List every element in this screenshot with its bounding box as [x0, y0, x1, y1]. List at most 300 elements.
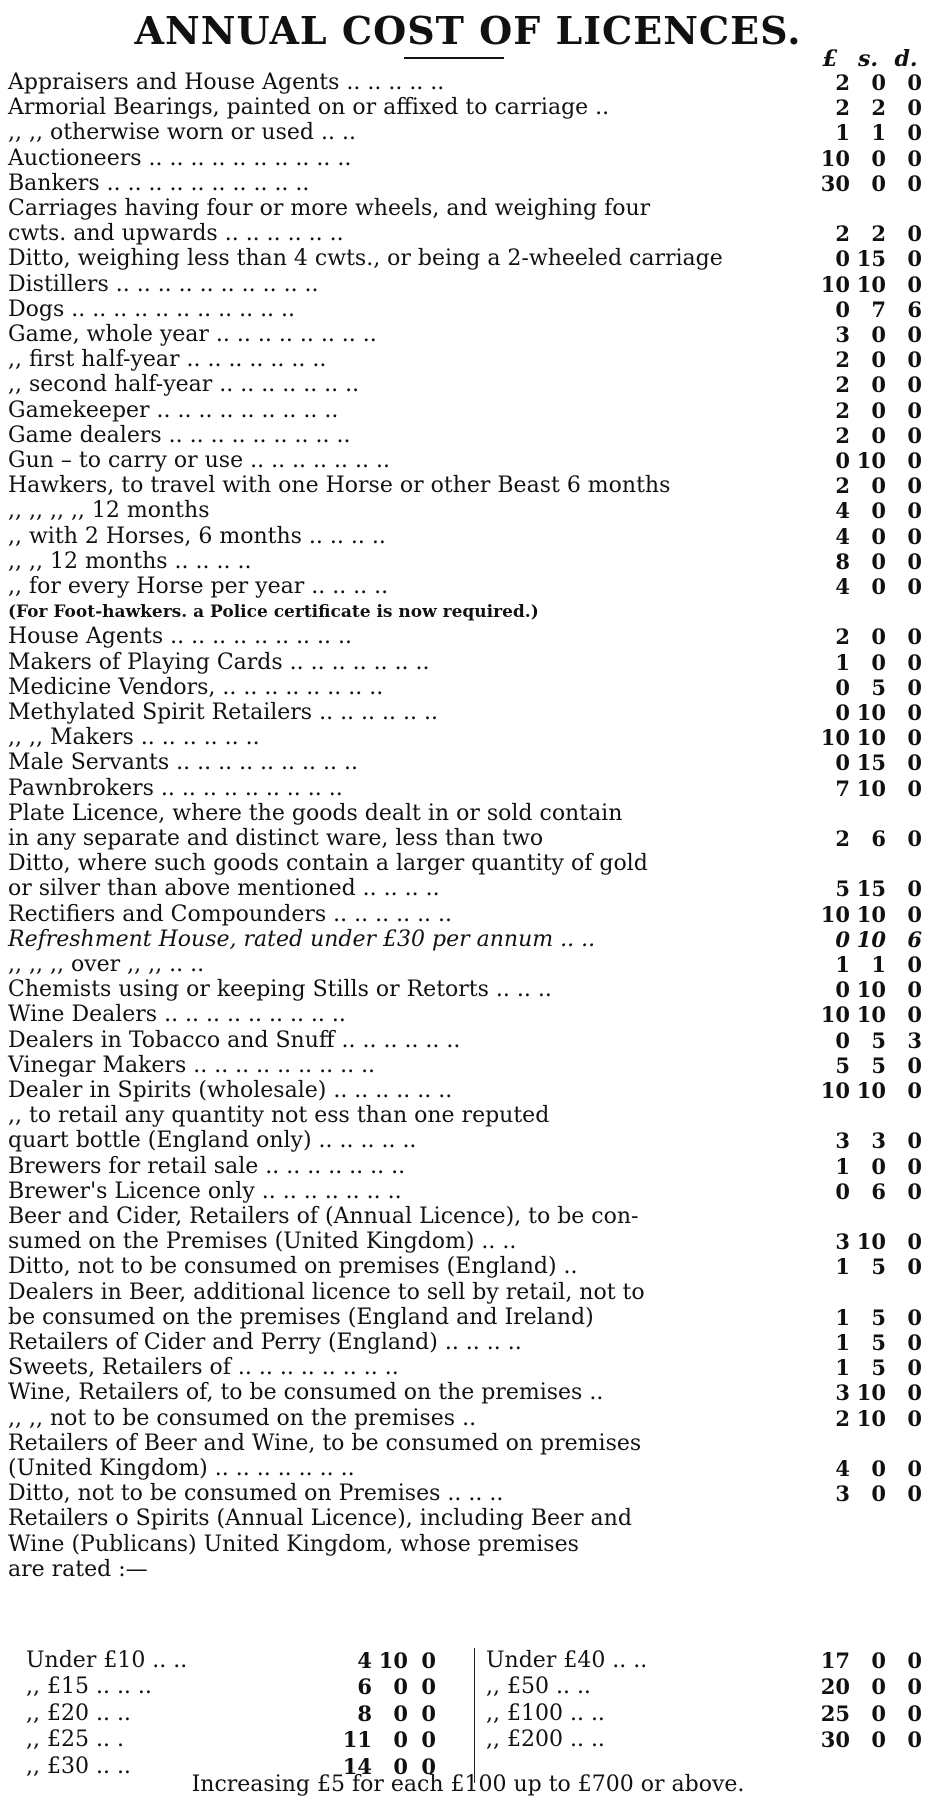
- table-row: [0, 1103, 936, 1129]
- licence-label: Game, whole year .. .. .. .. .. .. .. ..: [8, 322, 377, 347]
- publican-rate-label: Under £10 .. ..: [26, 1648, 188, 1673]
- table-row: [0, 372, 936, 398]
- pence-value: 0: [907, 1052, 922, 1078]
- pence-header: d.: [894, 46, 918, 72]
- table-row: [0, 1254, 936, 1280]
- pounds-value: 2: [835, 347, 850, 373]
- licence-label: are rated :—: [8, 1556, 148, 1582]
- licence-label: (For Foot-hawkers. a Police certificate is now required.): [8, 602, 539, 623]
- pounds-value: 2: [835, 397, 850, 423]
- shillings-value: 0: [871, 170, 886, 196]
- pounds-value: 4: [835, 574, 850, 599]
- table-row: [0, 927, 936, 953]
- licence-label: Ditto, where such goods contain a larger quantity of gold: [8, 851, 648, 877]
- licence-label: Beer and Cider, Retailers of (Annual Licence), to be con-: [8, 1204, 639, 1229]
- pence-value: 6: [907, 926, 922, 952]
- licence-label: ,, ,, 12 months .. .. .. ..: [8, 548, 252, 574]
- table-row: [0, 120, 936, 146]
- pounds-value: 3: [835, 1380, 850, 1406]
- pounds-value: 1: [835, 649, 850, 675]
- shillings-value: 5: [871, 1254, 886, 1280]
- pounds-value: 1: [835, 1330, 850, 1355]
- pence-value: 0: [907, 1648, 922, 1673]
- shillings-value: 10: [856, 448, 886, 473]
- table-row: [0, 725, 936, 751]
- licence-label: Male Servants .. .. .. .. .. .. .. .. ..: [8, 750, 358, 776]
- pence-value: 0: [907, 95, 922, 121]
- licence-label: ,, ,, ,, ,, 12 months: [8, 498, 210, 524]
- pounds-value: 1: [835, 1304, 850, 1330]
- publican-rate-label: ,, £15 .. .. ..: [26, 1674, 152, 1700]
- pounds-value: 0: [835, 674, 850, 700]
- shillings-value: 0: [871, 574, 886, 599]
- pence-value: 0: [907, 700, 922, 725]
- pence-value: 0: [907, 876, 922, 902]
- pence-value: 0: [907, 901, 922, 927]
- licence-label: Ditto, not to be consumed on Premises .. .. ..: [8, 1481, 504, 1507]
- pounds-value: 0: [835, 246, 850, 272]
- table-row: [0, 272, 936, 298]
- licence-label: quart bottle (England only) .. .. .. .. ..: [8, 1128, 417, 1154]
- table-row: [0, 1229, 936, 1255]
- shillings-value: 6: [871, 1178, 886, 1204]
- licence-label: Chemists using or keeping Stills or Retorts .. .. ..: [8, 977, 552, 1003]
- pounds-value: 3: [835, 1128, 850, 1154]
- shillings-value: 7: [871, 296, 886, 322]
- shillings-value: 2: [871, 95, 886, 121]
- pounds-value: 10: [820, 901, 850, 927]
- table-row: [0, 524, 936, 550]
- table-row: [0, 801, 936, 827]
- table-row: [0, 776, 936, 802]
- pounds-value: 20: [820, 1674, 850, 1700]
- shillings-value: 3: [871, 1128, 886, 1154]
- pence-value: 0: [907, 1330, 922, 1355]
- pence-value: 0: [907, 145, 922, 171]
- table-row: [0, 1506, 936, 1532]
- table-row: [0, 1002, 936, 1028]
- table-row: [0, 347, 936, 373]
- licence-label: Gun – to carry or use .. .. .. .. .. .. ..: [8, 448, 390, 473]
- table-row: [0, 498, 936, 524]
- table-row: [0, 549, 936, 575]
- licence-label: Rectifiers and Compounders .. .. .. .. .. ..: [8, 901, 453, 927]
- licence-label: ,, ,, Makers .. .. .. .. .. ..: [8, 725, 260, 751]
- licence-label: cwts. and upwards .. .. .. .. .. ..: [8, 221, 344, 247]
- pounds-value: 10: [820, 1078, 850, 1103]
- pence-value: 0: [907, 1727, 922, 1753]
- table-row: [0, 297, 936, 323]
- licence-label: ,, ,, not to be consumed on the premises ..: [8, 1405, 477, 1431]
- table-row: [0, 398, 936, 424]
- pence-value: 0: [907, 649, 922, 675]
- pounds-value: 17: [820, 1648, 850, 1673]
- licence-label: Hawkers, to travel with one Horse or other Beast 6 months: [8, 473, 671, 499]
- licence-label: Dealers in Tobacco and Snuff .. .. .. .. .. ..: [8, 1027, 461, 1053]
- shillings-value: 15: [856, 876, 886, 902]
- shillings-value: 0: [871, 1674, 886, 1700]
- pence-value: 0: [907, 1078, 922, 1103]
- table-row: [0, 1481, 936, 1507]
- licence-label: Appraisers and House Agents .. .. .. .. ..: [8, 70, 445, 95]
- pounds-value: 4: [357, 1648, 372, 1673]
- publican-rate-label: ,, £200 .. ..: [486, 1727, 605, 1753]
- licence-label: Dogs .. .. .. .. .. .. .. .. .. .. ..: [8, 296, 296, 322]
- pence-value: 0: [907, 725, 922, 751]
- licence-label: Retailers of Beer and Wine, to be consumed on premises: [8, 1430, 642, 1456]
- pence-value: 0: [907, 498, 922, 524]
- table-row: [0, 1128, 936, 1154]
- licence-label: or silver than above mentioned .. .. .. ..: [8, 876, 440, 902]
- pounds-value: 2: [835, 473, 850, 499]
- pounds-value: 5: [835, 876, 850, 902]
- shillings-value: 5: [871, 1330, 886, 1355]
- pence-value: 3: [907, 1027, 922, 1053]
- pence-value: 0: [907, 70, 922, 95]
- pounds-value: 0: [835, 700, 850, 725]
- table-row: [0, 1053, 936, 1079]
- pounds-value: 30: [820, 170, 850, 196]
- publican-rate-label: ,, £50 .. ..: [486, 1674, 591, 1700]
- table-row: [0, 70, 936, 96]
- pence-value: 0: [907, 1456, 922, 1481]
- pence-value: 0: [907, 347, 922, 373]
- shillings-value: 5: [871, 674, 886, 700]
- pence-value: 0: [907, 1153, 922, 1179]
- table-row: [0, 1557, 936, 1583]
- pounds-value: 5: [835, 1052, 850, 1078]
- table-row: [0, 221, 936, 247]
- pence-value: 0: [907, 1355, 922, 1381]
- pence-value: 0: [907, 1229, 922, 1255]
- publican-rate-label: ,, £20 .. ..: [26, 1700, 131, 1726]
- publican-rate-label: ,, £100 .. ..: [486, 1700, 605, 1726]
- shillings-value: 15: [856, 750, 886, 776]
- table-row: [0, 1355, 936, 1381]
- table-row: [0, 977, 936, 1003]
- table-row: [0, 952, 936, 978]
- pounds-value: 10: [820, 271, 850, 297]
- pence-value: 0: [421, 1753, 436, 1779]
- pounds-value: 10: [820, 1002, 850, 1028]
- shillings-value: 0: [871, 473, 886, 499]
- shillings-value: 0: [393, 1753, 408, 1779]
- pounds-value: 3: [835, 1229, 850, 1255]
- table-row: [0, 1406, 936, 1432]
- licence-label: ,, with 2 Horses, 6 months .. .. .. ..: [8, 523, 386, 549]
- shillings-value: 0: [871, 1456, 886, 1481]
- licence-label: Sweets, Retailers of .. .. .. .. .. .. .. ..: [8, 1355, 399, 1381]
- shillings-value: 10: [856, 901, 886, 927]
- shillings-value: 10: [856, 1380, 886, 1406]
- shillings-value: 10: [856, 1229, 886, 1255]
- pounds-value: 2: [835, 70, 850, 95]
- pence-value: 0: [907, 1405, 922, 1431]
- pounds-value: 11: [342, 1727, 372, 1753]
- pence-value: 0: [907, 674, 922, 700]
- table-row: [0, 1330, 936, 1356]
- licence-label: Distillers .. .. .. .. .. .. .. .. .. ..: [8, 271, 319, 297]
- shillings-value: 5: [871, 1052, 886, 1078]
- licence-label: (United Kingdom) .. .. .. .. .. .. ..: [8, 1456, 355, 1481]
- pounds-value: 10: [820, 145, 850, 171]
- table-row: [0, 1028, 936, 1054]
- pence-value: 0: [907, 523, 922, 549]
- table-row: [0, 171, 936, 197]
- shillings-value: 5: [871, 1027, 886, 1053]
- pence-value: 0: [907, 1380, 922, 1406]
- shillings-value: 5: [871, 1355, 886, 1381]
- publican-rate-label: Under £40 .. ..: [486, 1648, 648, 1673]
- pence-value: 0: [907, 422, 922, 448]
- shillings-value: 0: [393, 1674, 408, 1700]
- pence-value: 0: [907, 397, 922, 423]
- pounds-value: 3: [835, 1481, 850, 1507]
- pence-value: 0: [907, 372, 922, 398]
- licence-label: be consumed on the premises (England and Ireland): [8, 1304, 594, 1330]
- licence-label: Retailers o Spirits (Annual Licence), including Beer and: [8, 1506, 632, 1532]
- shillings-value: 6: [871, 826, 886, 851]
- pounds-value: 0: [835, 926, 850, 952]
- shillings-value: 0: [871, 624, 886, 650]
- pounds-value: 1: [835, 952, 850, 977]
- licence-label: Wine Dealers .. .. .. .. .. .. .. .. ..: [8, 1002, 346, 1028]
- pence-value: 0: [907, 750, 922, 776]
- table-row: [0, 876, 936, 902]
- pounds-value: 0: [835, 1027, 850, 1053]
- licence-label: ,, first half-year .. .. .. .. .. .. ..: [8, 347, 327, 373]
- pence-value: 0: [907, 1254, 922, 1280]
- pence-value: 6: [907, 296, 922, 322]
- table-row: [0, 322, 936, 348]
- table-row: [0, 675, 936, 701]
- pence-value: 0: [421, 1674, 436, 1700]
- pounds-value: 6: [357, 1674, 372, 1700]
- pounds-value: 2: [835, 1405, 850, 1431]
- pounds-value: 1: [835, 1254, 850, 1280]
- pence-value: 0: [907, 120, 922, 146]
- shillings-value: 1: [871, 952, 886, 977]
- pounds-value: 2: [835, 221, 850, 247]
- table-row: [0, 246, 936, 272]
- pence-value: 0: [907, 448, 922, 473]
- pounds-value: 4: [835, 523, 850, 549]
- table-row: [0, 448, 936, 474]
- table-row: [0, 851, 936, 877]
- licence-label: Ditto, weighing less than 4 cwts., or being a 2-wheeled carriage: [8, 246, 723, 272]
- pence-value: 0: [907, 775, 922, 801]
- table-row: [0, 95, 936, 121]
- licence-label: in any separate and distinct ware, less than two: [8, 826, 544, 851]
- pence-value: 0: [907, 1674, 922, 1700]
- title-underline: [404, 57, 504, 59]
- table-row: [0, 574, 936, 600]
- pence-value: 0: [907, 624, 922, 650]
- pounds-value: 14: [342, 1753, 372, 1779]
- column-divider: [474, 1648, 475, 1783]
- shillings-value: 5: [871, 1304, 886, 1330]
- pounds-value: 1: [835, 1153, 850, 1179]
- publican-rate-label: ,, £30 .. ..: [26, 1753, 131, 1779]
- pounds-value: 4: [835, 498, 850, 524]
- table-row: [0, 1280, 936, 1306]
- publican-rate-label: ,, £25 .. .: [26, 1727, 124, 1753]
- table-row: [0, 1431, 936, 1457]
- pounds-value: 2: [835, 372, 850, 398]
- licence-label: ,, ,, otherwise worn or used .. ..: [8, 120, 356, 146]
- shillings-value: 10: [856, 700, 886, 725]
- licence-label: Retailers of Cider and Perry (England) .. .. .. ..: [8, 1330, 522, 1355]
- shillings-value: 0: [871, 1727, 886, 1753]
- shillings-value: 0: [871, 498, 886, 524]
- table-row: [0, 1204, 936, 1230]
- pounds-value: 2: [835, 624, 850, 650]
- shillings-value: 0: [871, 145, 886, 171]
- shillings-value: 15: [856, 246, 886, 272]
- pence-value: 0: [907, 170, 922, 196]
- pence-value: 0: [907, 826, 922, 851]
- pounds-header: £: [822, 46, 838, 72]
- shillings-value: 0: [871, 1481, 886, 1507]
- pounds-value: 7: [835, 775, 850, 801]
- pounds-value: 10: [820, 725, 850, 751]
- shillings-value: 0: [871, 1700, 886, 1726]
- licence-label: Vinegar Makers .. .. .. .. .. .. .. .. ..: [8, 1052, 376, 1078]
- shillings-value: 1: [871, 120, 886, 146]
- shillings-value: 0: [871, 70, 886, 95]
- table-row: [0, 1305, 936, 1331]
- pence-value: 0: [907, 574, 922, 599]
- pounds-value: 1: [835, 120, 850, 146]
- table-row: [0, 423, 936, 449]
- shillings-value: 10: [856, 1405, 886, 1431]
- licence-label: Wine (Publicans) United Kingdom, whose premises: [8, 1531, 579, 1557]
- pounds-value: 25: [820, 1700, 850, 1726]
- pounds-value: 0: [835, 1178, 850, 1204]
- shillings-value: 0: [871, 372, 886, 398]
- pence-value: 0: [421, 1648, 436, 1673]
- shillings-value: 0: [393, 1700, 408, 1726]
- pence-value: 0: [907, 1304, 922, 1330]
- pounds-value: 2: [835, 422, 850, 448]
- table-row: [0, 599, 936, 625]
- licence-label: ,, ,, ,, over ,, ,, .. ..: [8, 952, 205, 977]
- shillings-value: 10: [856, 977, 886, 1003]
- table-row: [0, 700, 936, 726]
- pence-value: 0: [907, 1481, 922, 1507]
- pence-value: 0: [907, 1128, 922, 1154]
- licence-label: sumed on the Premises (United Kingdom) .. ..: [8, 1229, 517, 1255]
- table-row: [0, 624, 936, 650]
- pence-value: 0: [907, 322, 922, 347]
- pounds-value: 0: [835, 296, 850, 322]
- shillings-value: 10: [856, 1002, 886, 1028]
- shillings-value: 0: [871, 322, 886, 347]
- pounds-value: 1: [835, 1355, 850, 1381]
- pounds-value: 4: [835, 1456, 850, 1481]
- pounds-value: 2: [835, 826, 850, 851]
- pence-value: 0: [907, 548, 922, 574]
- table-row: [0, 1532, 936, 1558]
- shillings-value: 10: [856, 926, 886, 952]
- licence-label: Gamekeeper .. .. .. .. .. .. .. .. ..: [8, 397, 339, 423]
- licence-label: Methylated Spirit Retailers .. .. .. .. .. ..: [8, 700, 438, 725]
- licence-label: Medicine Vendors, .. .. .. .. .. .. .. ..: [8, 674, 384, 700]
- pence-value: 0: [907, 246, 922, 272]
- table-row: [0, 750, 936, 776]
- shillings-value: 0: [871, 1153, 886, 1179]
- pounds-value: 8: [835, 548, 850, 574]
- shillings-value: 0: [871, 397, 886, 423]
- licence-label: Wine, Retailers of, to be consumed on the premises ..: [8, 1380, 604, 1406]
- licence-label: ,, for every Horse per year .. .. .. ..: [8, 574, 389, 599]
- licence-label: Dealers in Beer, additional licence to sell by retail, not to: [8, 1279, 645, 1305]
- pence-value: 0: [421, 1700, 436, 1726]
- table-row: [0, 902, 936, 928]
- licence-label: Game dealers .. .. .. .. .. .. .. .. ..: [8, 422, 351, 448]
- footer-note: Increasing £5 for each £100 up to £700 or above.: [191, 1772, 745, 1797]
- shillings-value: 0: [871, 422, 886, 448]
- shillings-value: 10: [856, 1078, 886, 1103]
- pence-value: 0: [907, 473, 922, 499]
- licence-label: Brewer's Licence only .. .. .. .. .. .. ..: [8, 1178, 402, 1204]
- table-row: [0, 196, 936, 222]
- pence-value: 0: [907, 977, 922, 1003]
- licence-label: Plate Licence, where the goods dealt in or sold contain: [8, 800, 623, 826]
- licence-label: Makers of Playing Cards .. .. .. .. .. .. ..: [8, 649, 430, 675]
- pounds-value: 0: [835, 448, 850, 473]
- licence-label: Dealer in Spirits (wholesale) .. .. .. .. .. ..: [8, 1078, 453, 1103]
- table-row: [0, 1456, 936, 1482]
- pence-value: 0: [907, 1178, 922, 1204]
- licence-label: ,, second half-year .. .. .. .. .. .. ..: [8, 372, 360, 398]
- table-row: [0, 1179, 936, 1205]
- shillings-value: 10: [856, 775, 886, 801]
- shillings-value: 2: [871, 221, 886, 247]
- shillings-value: 0: [871, 649, 886, 675]
- table-row: [0, 1078, 936, 1104]
- licence-label: House Agents .. .. .. .. .. .. .. .. ..: [8, 624, 353, 650]
- pounds-value: 3: [835, 322, 850, 347]
- shillings-value: 10: [856, 271, 886, 297]
- pence-value: 0: [907, 952, 922, 977]
- pounds-value: 2: [835, 95, 850, 121]
- pence-value: 0: [907, 1700, 922, 1726]
- licence-label: Refreshment House, rated under £30 per annum .. ..: [8, 926, 596, 952]
- pence-value: 0: [907, 221, 922, 247]
- pence-value: 0: [907, 271, 922, 297]
- licence-label: ,, to retail any quantity not ess than one reputed: [8, 1103, 550, 1129]
- table-row: [0, 826, 936, 852]
- licence-label: Armorial Bearings, painted on or affixed to carriage ..: [8, 95, 610, 121]
- table-row: [0, 1380, 936, 1406]
- licence-label: Pawnbrokers .. .. .. .. .. .. .. .. ..: [8, 775, 343, 801]
- pence-value: 0: [907, 1002, 922, 1028]
- page-title: ANNUAL COST OF LICENCES.: [134, 8, 802, 53]
- pounds-value: 8: [357, 1700, 372, 1726]
- licence-label: Auctioneers .. .. .. .. .. .. .. .. .. ..: [8, 145, 352, 171]
- table-row: [0, 1154, 936, 1180]
- pounds-value: 0: [835, 750, 850, 776]
- licence-label: Ditto, not to be consumed on premises (England) ..: [8, 1254, 578, 1280]
- pounds-value: 0: [835, 977, 850, 1003]
- pence-value: 0: [421, 1727, 436, 1753]
- shillings-value: 10: [856, 725, 886, 751]
- licence-label: Carriages having four or more wheels, and weighing four: [8, 196, 651, 221]
- shillings-value: 0: [871, 523, 886, 549]
- shillings-header: s.: [857, 46, 879, 72]
- table-row: [0, 146, 936, 172]
